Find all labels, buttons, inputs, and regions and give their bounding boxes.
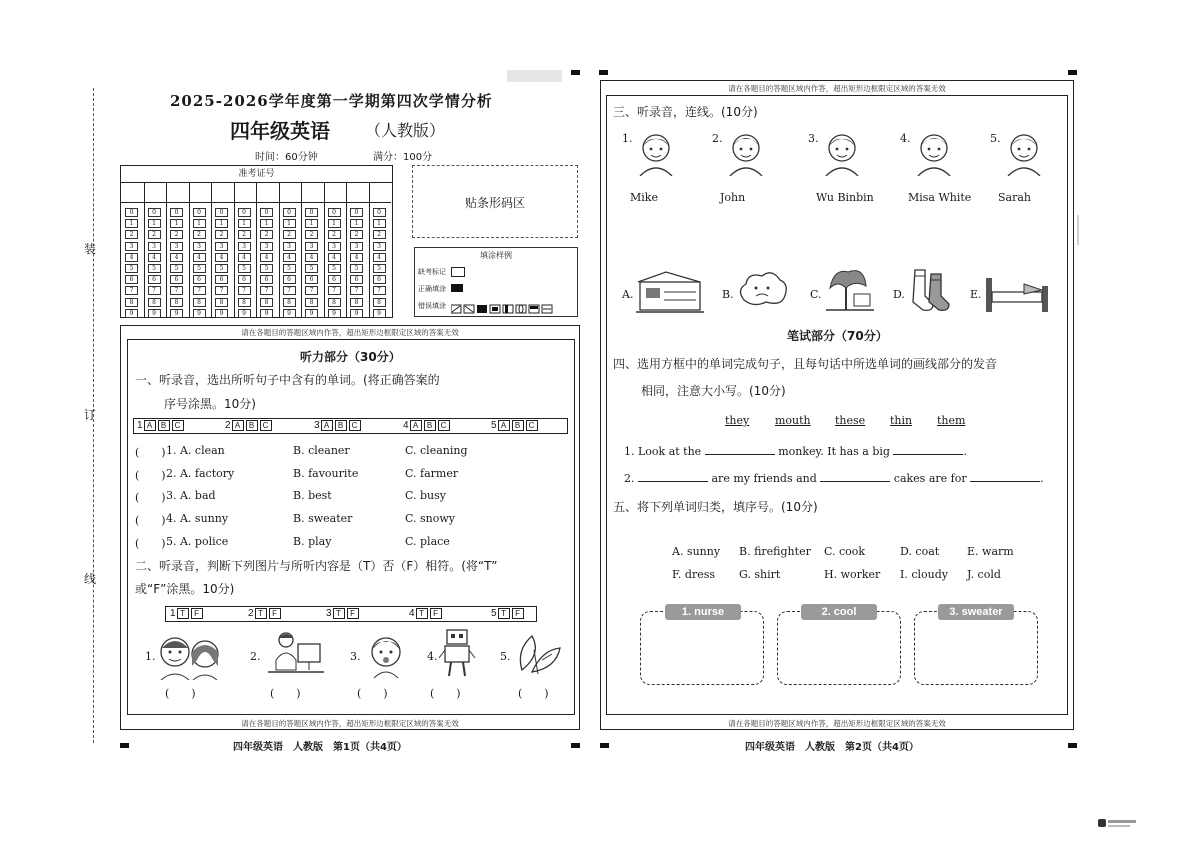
digit-bubble[interactable]: 1 (148, 219, 161, 228)
digit-bubble[interactable]: 4 (283, 253, 296, 262)
digit-bubble[interactable]: 6 (350, 275, 363, 284)
q3-pic-letter: B. (722, 288, 734, 301)
q4-word-option: they (725, 414, 750, 427)
digit-bubble[interactable]: 7 (170, 286, 183, 295)
digit-bubble[interactable]: 0 (373, 208, 386, 217)
q2-answer-paren: ( ) (270, 687, 301, 700)
digit-bubble[interactable]: 7 (373, 286, 386, 295)
digit-bubble[interactable]: 2 (148, 230, 161, 239)
digit-bubble[interactable]: 9 (148, 309, 161, 318)
digit-bubble[interactable]: 3 (148, 242, 161, 251)
digit-bubble[interactable]: 1 (170, 219, 183, 228)
exam-id-grid (120, 165, 393, 318)
q5-word: E. warm (967, 545, 1014, 558)
q4-sentence-1: 1. Look at the monkey. It has a big . (624, 445, 967, 458)
q5-word: A. sunny (672, 545, 721, 558)
q1-option-b: B. sweater (293, 512, 353, 526)
q3-person-name: John (720, 191, 746, 204)
right-answer-note-bottom: 请在各题目的答题区域内作答，超出矩形边框限定区域的答案无效 (728, 719, 946, 728)
q1-option-c: C. place (405, 534, 450, 548)
corner-mark (1068, 743, 1077, 748)
digit-bubble[interactable]: 4 (170, 253, 183, 262)
q1-answer-paren[interactable]: ( ) (135, 446, 166, 459)
fill-correct-box (451, 284, 463, 292)
right-footer: 四年级英语 人教版 第2页（共4页） (745, 742, 919, 753)
q5-word: F. dress (672, 568, 716, 581)
q1-answer-group-5[interactable]: 5 A B C (491, 419, 539, 433)
left-footer: 四年级英语 人教版 第1页（共4页） (233, 742, 407, 753)
digit-bubble[interactable]: 5 (260, 264, 273, 273)
q5-category-box-2[interactable] (777, 611, 901, 685)
subject-title: 四年级英语 (230, 119, 330, 143)
cloud-icon (736, 268, 791, 313)
digit-bubble[interactable]: 8 (350, 298, 363, 307)
q1-answer-group-1[interactable]: 1 A B C (137, 419, 185, 433)
q1-answer-group-2[interactable]: 2 A B C (225, 419, 273, 433)
digit-bubble[interactable]: 3 (373, 242, 386, 251)
digit-bubble[interactable]: 0 (125, 208, 138, 217)
digit-bubble[interactable]: 0 (305, 208, 318, 217)
digit-bubble[interactable]: 5 (170, 264, 183, 273)
q5-word: I. cloudy (900, 568, 948, 581)
q1-answer-strip (133, 418, 568, 434)
digit-bubble[interactable]: 7 (125, 286, 138, 295)
q2-title: 二、听录音，判断下列图片与所听内容是（T）否（F）相符。(将“T” (135, 559, 498, 573)
corner-mark (599, 70, 608, 75)
digit-bubble[interactable]: 7 (350, 286, 363, 295)
q4-s2-blank-2[interactable] (820, 481, 890, 482)
digit-bubble[interactable]: 4 (148, 253, 161, 262)
exam-id-label: 准考证号 (121, 166, 392, 183)
digit-bubble[interactable]: 5 (373, 264, 386, 273)
q3-pic-letter: D. (893, 288, 905, 301)
q1-answer-number: 1 (137, 420, 143, 431)
fill-example-title: 填涂样例 (480, 251, 512, 260)
q4-s2-text-b: are my friends and (711, 472, 817, 485)
digit-bubble[interactable]: 5 (283, 264, 296, 273)
q2-answer-number: 2 (248, 608, 254, 619)
q5-title: 五、将下列单词归类，填序号。(10分) (613, 500, 818, 514)
digit-bubble[interactable]: 6 (373, 275, 386, 284)
q4-title: 四、选用方框中的单词完成句子，且每句话中所选单词的画线部分的发音 (613, 357, 998, 371)
digit-bubble[interactable]: 3 (125, 242, 138, 251)
digit-bubble[interactable]: 7 (283, 286, 296, 295)
digit-bubble[interactable]: 7 (305, 286, 318, 295)
digit-bubble[interactable]: 2 (373, 230, 386, 239)
fill-missing-label: 缺考标记 (418, 268, 446, 276)
person-portrait-icon (912, 128, 956, 176)
socks-icon (907, 266, 957, 314)
q1-answer-number: 5 (491, 420, 497, 431)
q2-answer-number: 5 (491, 608, 497, 619)
q5-category-tab-2: 2. cool (801, 604, 877, 620)
listening-title: 听力部分（30分） (300, 350, 401, 364)
q5-category-box-3[interactable] (914, 611, 1038, 685)
q2-pic-number: 4. (427, 650, 438, 663)
digit-bubble[interactable]: 3 (170, 242, 183, 251)
factory-icon (636, 270, 706, 315)
q5-word: H. worker (824, 568, 881, 581)
right-answer-note-top: 请在各题目的答题区域内作答，超出矩形边框限定区域的答案无效 (728, 84, 946, 93)
digit-bubble[interactable]: 9 (260, 309, 273, 318)
digit-bubble[interactable]: 8 (125, 298, 138, 307)
q1-answer-paren[interactable]: ( ) (135, 468, 166, 482)
digit-bubble[interactable]: 4 (305, 253, 318, 262)
digit-bubble[interactable]: 8 (238, 298, 251, 307)
q2-answer-number: 1 (170, 608, 176, 619)
digit-bubble[interactable]: 6 (305, 275, 318, 284)
q4-s1-text-a: 1. Look at the (624, 445, 702, 458)
digit-bubble[interactable]: 8 (260, 298, 273, 307)
fill-wrong-samples (451, 300, 575, 319)
digit-bubble[interactable]: 8 (170, 298, 183, 307)
digit-bubble[interactable]: 7 (238, 286, 251, 295)
digit-bubble[interactable]: 1 (125, 219, 138, 228)
person-portrait-icon (1002, 128, 1046, 176)
fill-wrong-label: 错误填涂 (418, 302, 446, 310)
digit-bubble[interactable]: 3 (238, 242, 251, 251)
digit-bubble[interactable]: 2 (238, 230, 251, 239)
q2-answer-group-1[interactable]: 1 T F (170, 607, 204, 621)
q1-answer-paren[interactable]: ( ) (135, 514, 166, 528)
digit-bubble[interactable]: 6 (215, 275, 228, 284)
fill-example (414, 247, 578, 317)
exam-time: 时间：60分钟 (255, 152, 318, 163)
fill-correct-label: 正确填涂 (418, 285, 446, 293)
q5-category-tab-1: 1. nurse (665, 604, 741, 620)
digit-bubble[interactable]: 4 (260, 253, 273, 262)
person-portrait-icon (724, 128, 768, 176)
farm-tree-icon (824, 266, 879, 314)
q2-answer-paren: ( ) (430, 687, 461, 700)
digit-bubble[interactable]: 9 (350, 309, 363, 318)
digit-bubble[interactable]: 3 (305, 242, 318, 251)
digit-bubble[interactable]: 9 (215, 309, 228, 318)
digit-bubble[interactable]: 5 (238, 264, 251, 273)
digit-bubble[interactable]: 1 (350, 219, 363, 228)
q1-title: 一、听录音，选出所听句子中含有的单词。(将正确答案的 (135, 373, 440, 387)
q2-answer-paren: ( ) (518, 687, 549, 700)
digit-bubble[interactable]: 4 (373, 253, 386, 262)
digit-bubble[interactable]: 4 (193, 253, 206, 262)
q2-pic-number: 2. (250, 650, 261, 663)
digit-bubble[interactable]: 9 (328, 309, 341, 318)
digit-bubble[interactable]: 9 (170, 309, 183, 318)
q3-person-number: 1. (622, 132, 633, 145)
digit-bubble[interactable]: 1 (260, 219, 273, 228)
q4-word-option: these (835, 414, 866, 427)
q1-option-c: C. busy (405, 489, 447, 503)
digit-bubble[interactable]: 3 (283, 242, 296, 251)
digit-bubble[interactable]: 6 (328, 275, 341, 284)
digit-bubble[interactable]: 0 (260, 208, 273, 217)
q1-answer-number: 3 (314, 420, 320, 431)
digit-bubble[interactable]: 4 (328, 253, 341, 262)
q1-option-c: C. snowy (405, 512, 455, 526)
digit-bubble[interactable]: 5 (148, 264, 161, 273)
side-label-zhuang: 装 (84, 242, 97, 256)
digit-bubble[interactable]: 1 (373, 219, 386, 228)
person-portrait-icon (634, 128, 678, 176)
digit-bubble[interactable]: 4 (238, 253, 251, 262)
q4-title-2: 相同，注意大小写。(10分) (641, 384, 786, 398)
q4-sentence-2: 2. are my friends and cakes are for . (624, 472, 1044, 485)
q1-option-a: 1. A. clean (166, 444, 225, 457)
digit-bubble[interactable]: 9 (283, 309, 296, 318)
q2-answer-group-2[interactable]: 2 T F (248, 607, 282, 621)
digit-bubble[interactable]: 8 (193, 298, 206, 307)
corner-mark (1068, 70, 1077, 75)
q3-person-number: 4. (900, 132, 911, 145)
side-label-ding: 订 (84, 408, 97, 422)
q3-pic-letter: E. (970, 288, 982, 301)
q1-answer-paren[interactable]: ( ) (135, 491, 166, 505)
digit-bubble[interactable]: 6 (170, 275, 183, 284)
q2-answer-number: 4 (409, 608, 415, 619)
digit-bubble[interactable]: 2 (170, 230, 183, 239)
written-title: 笔试部分（70分） (787, 329, 888, 343)
digit-bubble[interactable]: 2 (328, 230, 341, 239)
barcode-area (412, 165, 578, 238)
q1-option-a: 4. A. sunny (166, 512, 229, 526)
digit-bubble[interactable]: 7 (215, 286, 228, 295)
digit-bubble[interactable]: 1 (193, 219, 206, 228)
digit-bubble[interactable]: 0 (193, 208, 206, 217)
q3-pic-letter: A. (622, 288, 634, 301)
grid-row-divider (121, 202, 391, 203)
corner-mark (120, 743, 129, 748)
digit-bubble[interactable]: 5 (193, 264, 206, 273)
page-title: 2025-2026学年度第一学期第四次学情分析 (170, 92, 493, 110)
q1-option-a: 3. A. bad (166, 489, 216, 503)
q4-word-option: them (937, 414, 966, 427)
q2-answer-strip (165, 606, 537, 622)
q1-answer-number: 4 (403, 420, 409, 431)
digit-bubble[interactable]: 6 (238, 275, 251, 284)
girl-eating-icon (362, 630, 412, 680)
digit-bubble[interactable]: 3 (193, 242, 206, 251)
gray-strip (507, 70, 562, 82)
digit-bubble[interactable]: 1 (238, 219, 251, 228)
corner-mark (571, 743, 580, 748)
digit-bubble[interactable]: 5 (125, 264, 138, 273)
digit-bubble[interactable]: 2 (350, 230, 363, 239)
digit-bubble[interactable]: 8 (215, 298, 228, 307)
digit-bubble[interactable]: 9 (305, 309, 318, 318)
q1-option-b: B. cleaner (293, 444, 350, 457)
answer-note-top: 请在各题目的答题区域内作答，超出矩形边框限定区域的答案无效 (241, 328, 459, 337)
digit-bubble[interactable]: 2 (305, 230, 318, 239)
digit-bubble[interactable]: 4 (350, 253, 363, 262)
digit-bubble[interactable]: 6 (125, 275, 138, 284)
digit-bubble[interactable]: 9 (238, 309, 251, 318)
q4-word-option: thin (890, 414, 913, 427)
digit-bubble[interactable]: 8 (283, 298, 296, 307)
digit-bubble[interactable]: 0 (238, 208, 251, 217)
digit-bubble[interactable]: 2 (283, 230, 296, 239)
digit-bubble[interactable]: 2 (125, 230, 138, 239)
digit-bubble[interactable]: 0 (350, 208, 363, 217)
digit-bubble[interactable]: 9 (373, 309, 386, 318)
edition-label: （人教版） (365, 121, 446, 140)
q2-pic-number: 3. (350, 650, 361, 663)
q3-person-number: 5. (990, 132, 1001, 145)
digit-bubble[interactable]: 5 (328, 264, 341, 273)
exam-score: 满分：100分 (373, 152, 433, 163)
barcode-label: 贴条形码区 (464, 196, 525, 210)
digit-bubble[interactable]: 6 (260, 275, 273, 284)
digit-bubble[interactable]: 8 (148, 298, 161, 307)
q3-pic-letter: C. (810, 288, 822, 301)
q2-pic-number: 5. (500, 650, 511, 663)
digit-bubble[interactable]: 8 (328, 298, 341, 307)
digit-bubble[interactable]: 6 (148, 275, 161, 284)
digit-bubble[interactable]: 6 (283, 275, 296, 284)
q5-category-box-1[interactable] (640, 611, 764, 685)
robot-icon (439, 628, 484, 680)
q5-category-tab-3: 3. sweater (938, 604, 1014, 620)
q1-option-a: 5. A. police (166, 534, 229, 548)
q4-word-option: mouth (775, 414, 811, 427)
two-children-icon (155, 630, 235, 680)
q5-word: G. shirt (739, 568, 781, 581)
digit-bubble[interactable]: 3 (260, 242, 273, 251)
digit-bubble[interactable]: 8 (305, 298, 318, 307)
digit-bubble[interactable]: 9 (125, 309, 138, 318)
digit-bubble[interactable]: 4 (125, 253, 138, 262)
q4-s2-text-a: 2. (624, 472, 635, 485)
q3-person-name: Misa White (908, 191, 972, 204)
digit-bubble[interactable]: 5 (350, 264, 363, 273)
q3-person-number: 3. (808, 132, 819, 145)
q1-answer-paren[interactable]: ( ) (135, 536, 166, 550)
digit-bubble[interactable]: 4 (215, 253, 228, 262)
digit-bubble[interactable]: 7 (148, 286, 161, 295)
q4-s1-blank-2[interactable] (893, 454, 963, 455)
digit-bubble[interactable]: 5 (215, 264, 228, 273)
digit-bubble[interactable]: 0 (283, 208, 296, 217)
q2-answer-group-5[interactable]: 5 T F (491, 607, 525, 621)
digit-bubble[interactable]: 8 (373, 298, 386, 307)
q1-answer-group-3[interactable]: 3 A B C (314, 419, 362, 433)
q1-option-c: C. cleaning (405, 444, 468, 457)
digit-bubble[interactable]: 1 (328, 219, 341, 228)
q2-answer-number: 3 (326, 608, 332, 619)
digit-bubble[interactable]: 2 (260, 230, 273, 239)
digit-bubble[interactable]: 0 (215, 208, 228, 217)
leaves-icon (512, 630, 567, 680)
answer-note-bottom: 请在各题目的答题区域内作答，超出矩形边框限定区域的答案无效 (241, 719, 459, 728)
q2-answer-paren: ( ) (357, 687, 388, 700)
q5-word: C. cook (824, 545, 866, 558)
person-portrait-icon (820, 128, 864, 176)
q4-s1-blank-1[interactable] (705, 454, 775, 455)
digit-bubble[interactable]: 1 (215, 219, 228, 228)
q5-word: B. firefighter (739, 545, 811, 558)
side-label-xian: 线 (84, 572, 97, 586)
q3-person-name: Mike (630, 191, 658, 204)
digit-bubble[interactable]: 1 (305, 219, 318, 228)
digit-bubble[interactable]: 3 (215, 242, 228, 251)
corner-mark (600, 743, 609, 748)
digit-bubble[interactable]: 3 (328, 242, 341, 251)
q5-word: J. cold (967, 568, 1001, 581)
digit-bubble[interactable]: 0 (170, 208, 183, 217)
right-page-edge (1077, 215, 1079, 245)
q1-answer-group-4[interactable]: 4 A B C (403, 419, 451, 433)
q4-s2-blank-1[interactable] (638, 481, 708, 482)
watermark-logo (1098, 816, 1138, 830)
q1-option-c: C. farmer (405, 466, 459, 480)
digit-bubble[interactable]: 7 (328, 286, 341, 295)
q3-person-number: 2. (712, 132, 723, 145)
digit-bubble[interactable]: 9 (193, 309, 206, 318)
q4-s1-text-b: monkey. It has a big (778, 445, 890, 458)
q4-s2-blank-3[interactable] (970, 481, 1040, 482)
digit-bubble[interactable]: 2 (215, 230, 228, 239)
q5-word: D. coat (900, 545, 940, 558)
q1-answer-number: 2 (225, 420, 231, 431)
bed-icon (984, 270, 1054, 315)
q1-title-2: 序号涂黑。10分) (164, 397, 256, 411)
q4-s2-text-c: cakes are for (893, 472, 967, 485)
digit-bubble[interactable]: 3 (350, 242, 363, 251)
q3-title: 三、听录音，连线。(10分) (613, 105, 758, 119)
digit-bubble[interactable]: 5 (305, 264, 318, 273)
digit-bubble[interactable]: 0 (148, 208, 161, 217)
digit-bubble[interactable]: 2 (193, 230, 206, 239)
fill-missing-box (451, 267, 465, 277)
q2-answer-paren: ( ) (165, 687, 196, 700)
q2-pic-number: 1. (145, 650, 156, 663)
q2-answer-group-4[interactable]: 4 T F (409, 607, 443, 621)
q1-option-b: B. play (293, 534, 332, 548)
computer-user-icon (262, 630, 332, 680)
digit-bubble[interactable]: 1 (283, 219, 296, 228)
digit-bubble[interactable]: 0 (328, 208, 341, 217)
q2-title-2: 或“F”涂黑。10分) (135, 582, 235, 596)
digit-bubble[interactable]: 7 (260, 286, 273, 295)
q3-person-name: Wu Binbin (816, 191, 874, 204)
corner-mark (571, 70, 580, 75)
digit-bubble[interactable]: 7 (193, 286, 206, 295)
q1-option-b: B. best (293, 489, 332, 503)
q1-option-b: B. favourite (293, 466, 359, 480)
q2-answer-group-3[interactable]: 3 T F (326, 607, 360, 621)
q1-option-a: 2. A. factory (166, 466, 235, 480)
digit-bubble[interactable]: 6 (193, 275, 206, 284)
q3-person-name: Sarah (998, 191, 1031, 204)
